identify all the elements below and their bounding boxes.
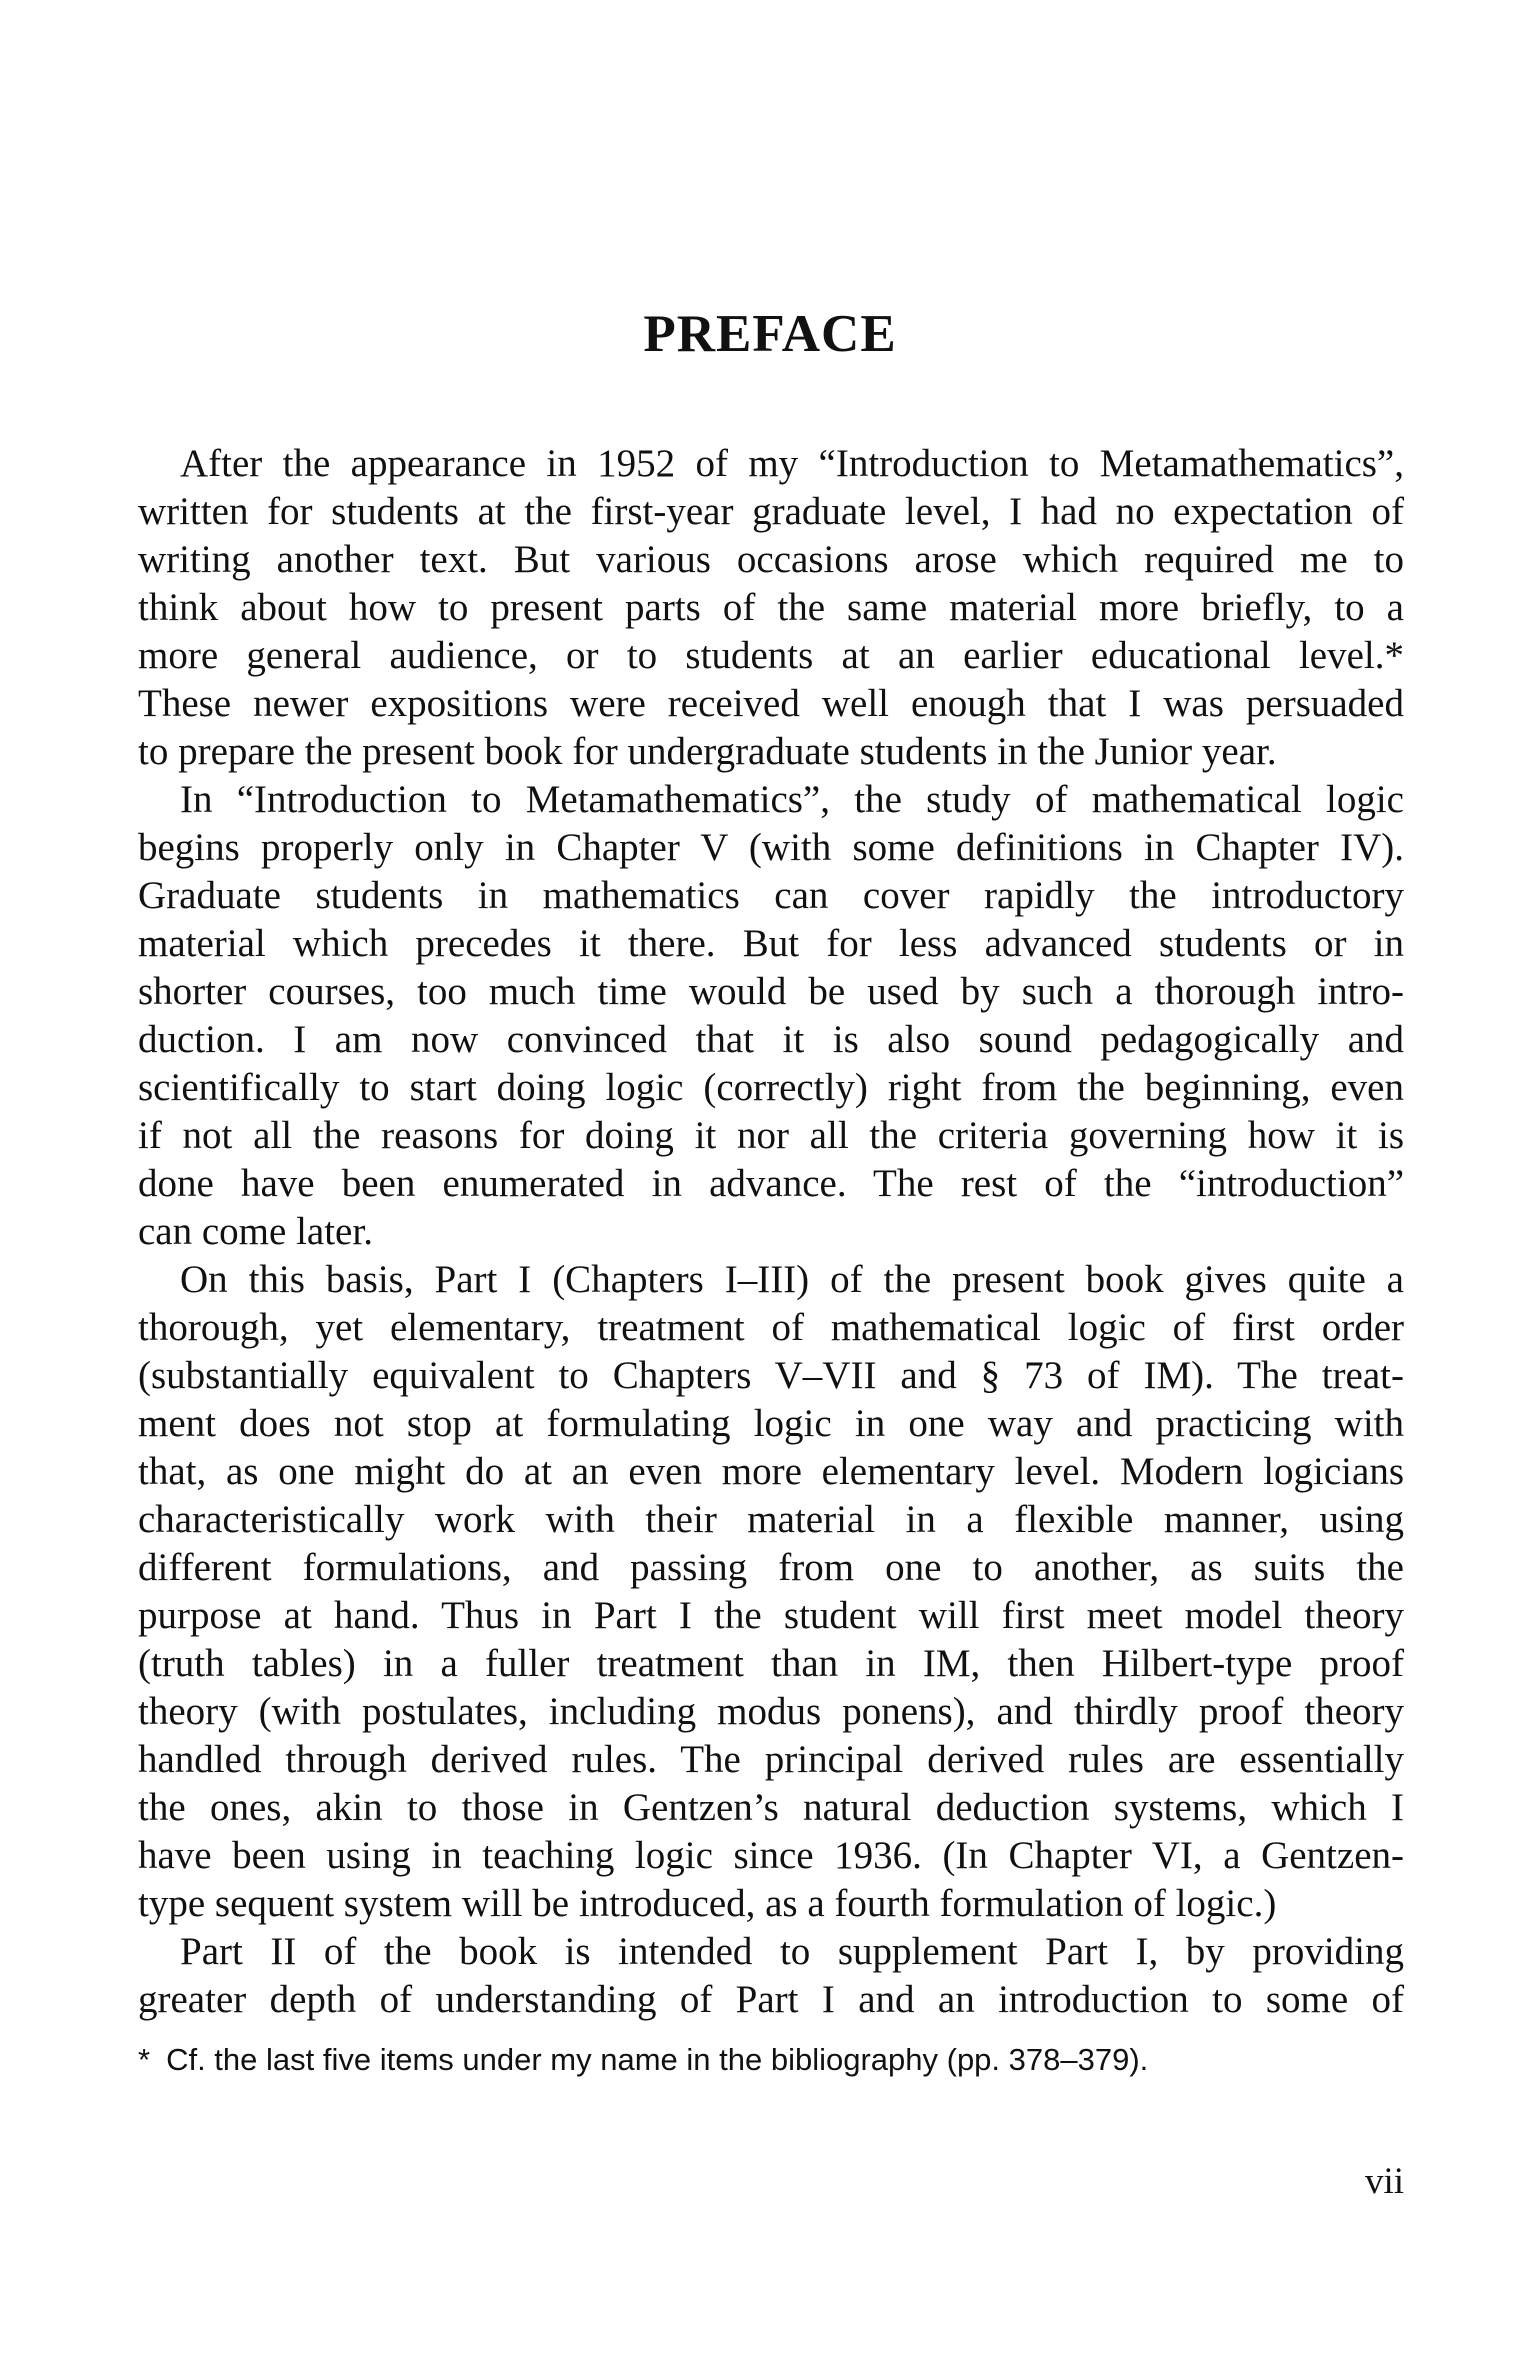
text-line: These newer expositions were received well enough that I was persuaded [138, 682, 1404, 725]
text-line: After the appearance in 1952 of my “Introduction to Metamathematics”, [180, 442, 1404, 485]
page-title: PREFACE [643, 304, 897, 363]
text-line: shorter courses, too much time would be used by such a thorough intro- [138, 970, 1404, 1013]
text-line: writing another text. But various occasions arose which required me to [138, 538, 1404, 581]
text-line: more general audience, or to students at an earlier educational level.* [138, 634, 1404, 677]
footnote-marker: * [138, 2042, 151, 2077]
footnote [138, 2040, 1148, 2080]
text-line: (substantially equivalent to Chapters V–VII and § 73 of IM). The treat- [138, 1354, 1404, 1397]
text-line: done have been enumerated in advance. The rest of the “introduction” [138, 1162, 1404, 1205]
text-line: begins properly only in Chapter V (with some definitions in Chapter IV). [138, 826, 1404, 869]
text-line: the ones, akin to those in Gentzen’s natural deduction systems, which I [138, 1786, 1404, 1829]
page-number: vii [1364, 2161, 1404, 2202]
text-line: characteristically work with their material in a flexible manner, using [138, 1498, 1404, 1541]
text-line: theory (with postulates, including modus ponens), and thirdly proof theory [138, 1690, 1404, 1733]
text-line: On this basis, Part I (Chapters I–III) of the present book gives quite a [180, 1258, 1404, 1301]
text-line: (truth tables) in a fuller treatment than in IM, then Hilbert-type proof [138, 1642, 1404, 1685]
text-line: to prepare the present book for undergraduate students in the Junior year. [138, 730, 1277, 773]
text-line: can come later. [138, 1210, 373, 1253]
text-line: Part II of the book is intended to supplement Part I, by providing [180, 1930, 1404, 1973]
text-line: that, as one might do at an even more elementary level. Modern logicians [138, 1450, 1404, 1493]
text-line: purpose at hand. Thus in Part I the student will first meet model theory [138, 1594, 1404, 1637]
text-line: handled through derived rules. The principal derived rules are essentially [138, 1738, 1404, 1781]
text-line: think about how to present parts of the same material more briefly, to a [138, 586, 1404, 629]
text-line: scientifically to start doing logic (correctly) right from the beginning, even [138, 1066, 1404, 1109]
text-line: thorough, yet elementary, treatment of mathematical logic of first order [138, 1306, 1404, 1349]
text-line: if not all the reasons for doing it nor all the criteria governing how it is [138, 1114, 1404, 1157]
text-line: type sequent system will be introduced, as a fourth formulation of logic.) [138, 1882, 1277, 1925]
body-text [138, 440, 1404, 2024]
text-line: written for students at the first-year graduate level, I had no expectation of [138, 490, 1404, 533]
text-line: Graduate students in mathematics can cover rapidly the introductory [138, 874, 1404, 917]
text-line: ment does not stop at formulating logic in one way and practicing with [138, 1402, 1404, 1445]
text-line: have been using in teaching logic since 1936. (In Chapter VI, a Gentzen- [138, 1834, 1404, 1877]
text-line: duction. I am now convinced that it is also sound pedagogically and [138, 1018, 1404, 1061]
text-line: material which precedes it there. But for less advanced students or in [138, 922, 1404, 965]
text-line: greater depth of understanding of Part I and an introduction to some of [138, 1978, 1404, 2021]
footnote-text: Cf. the last five items under my name in the bibliography (pp. 378–379). [166, 2042, 1149, 2077]
text-line: In “Introduction to Metamathematics”, the study of mathematical logic [180, 778, 1404, 821]
text-line: different formulations, and passing from one to another, as suits the [138, 1546, 1404, 1589]
